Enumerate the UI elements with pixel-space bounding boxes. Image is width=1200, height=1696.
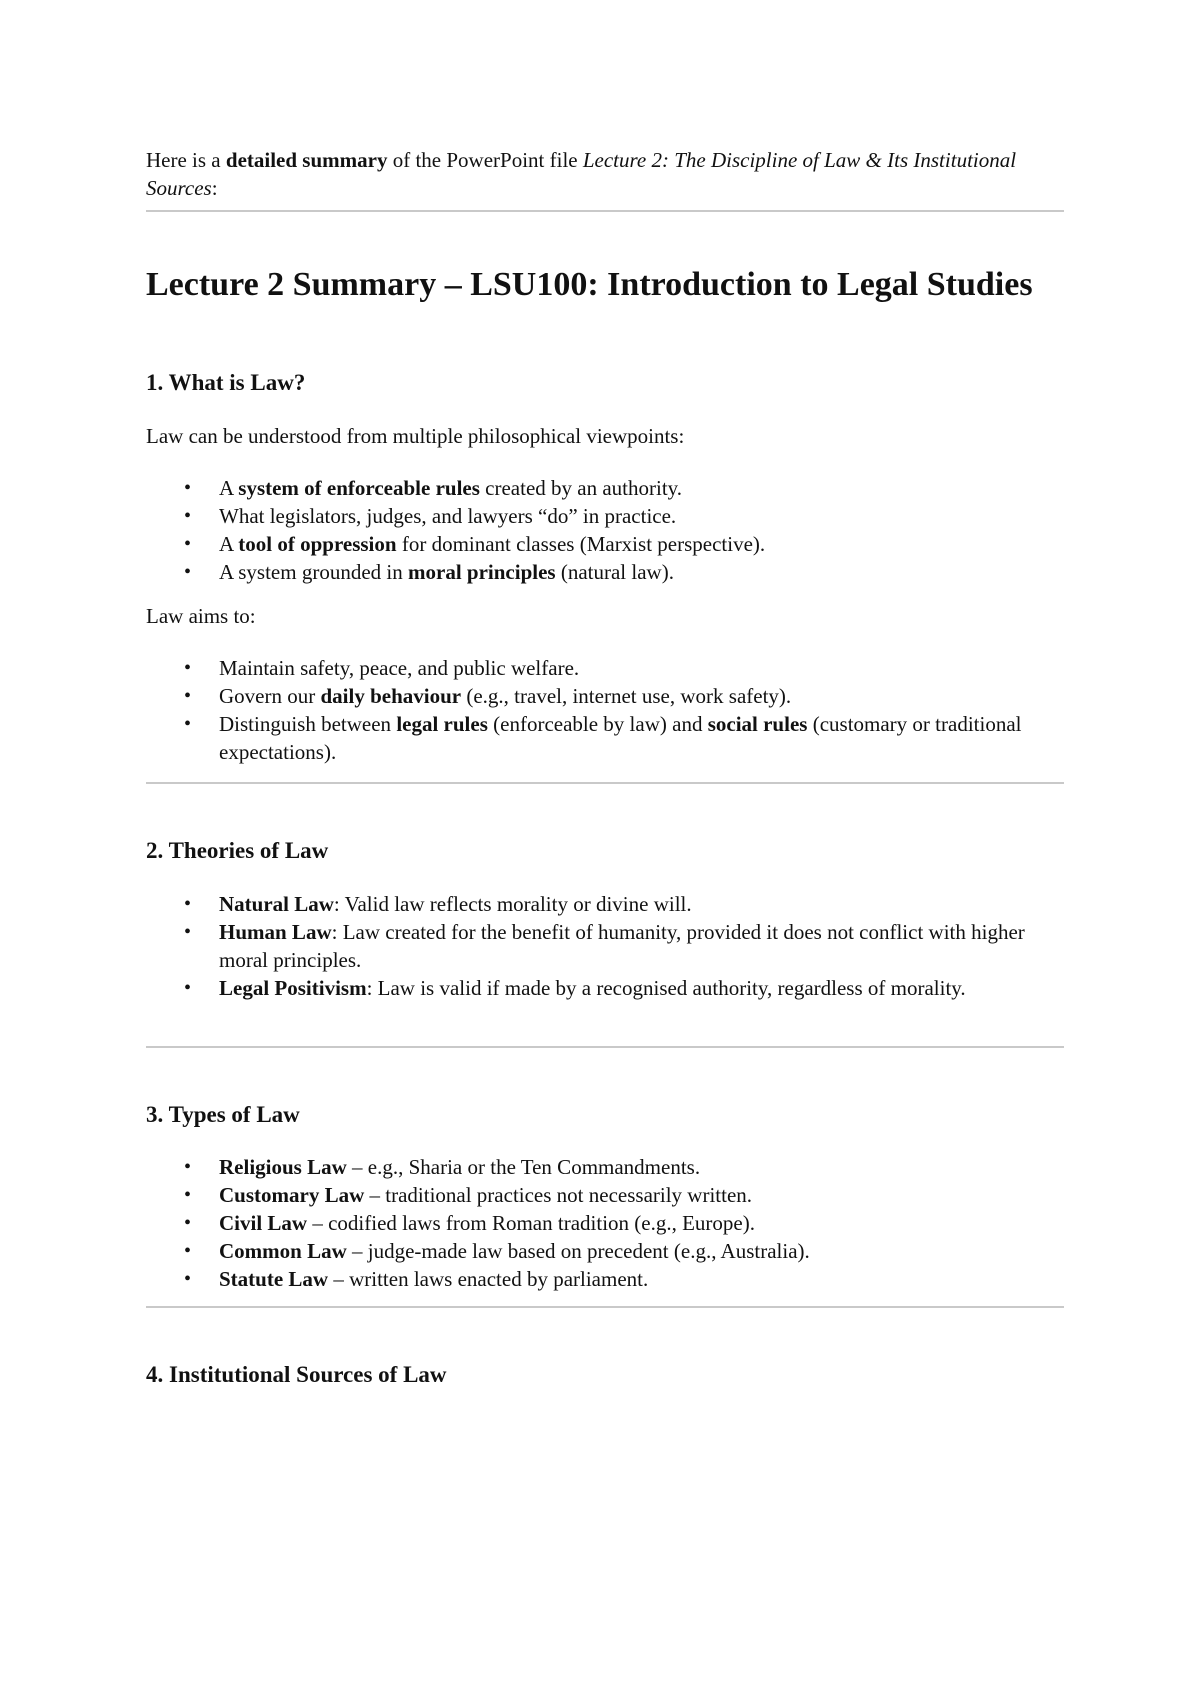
item-text: What legislators, judges, and lawyers “do” in practice. (219, 504, 677, 528)
item-text: (enforceable by law) and (487, 712, 708, 736)
list-item (146, 1265, 1064, 1293)
item-text: A system grounded in (219, 560, 408, 584)
bullet-glyph: • (184, 977, 192, 999)
list-item (146, 654, 1064, 682)
bullet-glyph: • (184, 533, 192, 555)
item-text: Govern our (219, 684, 321, 708)
list-item (146, 1237, 1064, 1265)
list-item (146, 1209, 1064, 1237)
item-text: Distinguish between (219, 712, 397, 736)
item-text: : Law is valid if made by a recognised authority, regardless of morality. (366, 976, 966, 1000)
item-bold: tool of oppression (238, 532, 397, 556)
item-bold: system of enforceable rules (238, 476, 480, 500)
item-text: (natural law). (555, 560, 674, 584)
bullet-list (146, 474, 1064, 586)
list-item (146, 918, 1064, 974)
item-bold: Legal Positivism (219, 976, 367, 1000)
intro-text: : (211, 176, 218, 200)
list-item (146, 530, 1064, 558)
list-item (146, 974, 1064, 1002)
item-text: : Law created for the benefit of humanity, provided it does not conflict with higher moral principles. (219, 920, 1025, 972)
list-item (146, 1181, 1064, 1209)
divider (146, 1306, 1064, 1308)
item-bold: social rules (707, 712, 808, 736)
list-item (146, 474, 1064, 502)
intro-text: of the PowerPoint file (387, 148, 583, 172)
bullet-glyph: • (184, 893, 192, 915)
item-text: (customary or traditional expectations). (219, 712, 1022, 764)
list-item (146, 1153, 1064, 1181)
item-text: : Valid law reflects morality or divine will. (333, 892, 692, 916)
divider (146, 210, 1064, 212)
list-item (146, 710, 1064, 766)
bullet-glyph: • (184, 1212, 192, 1234)
item-bold: Natural Law (219, 892, 334, 916)
document-title: Lecture 2 Summary – LSU100: Introduction to Legal Studies (146, 266, 1033, 303)
item-text: – written laws enacted by parliament. (328, 1267, 649, 1291)
intro-italic-filename: Lecture 2: The Discipline of Law & Its Institutional Sources (146, 148, 1017, 200)
item-bold: daily behaviour (320, 684, 462, 708)
intro-bold: detailed summary (225, 148, 388, 172)
divider (146, 1046, 1064, 1048)
bullet-glyph: • (184, 685, 192, 707)
item-bold: Customary Law (219, 1183, 365, 1207)
section-lead: Law can be understood from multiple philosophical viewpoints: (146, 424, 685, 448)
bullet-glyph: • (184, 561, 192, 583)
section-heading-institutional-sources: 4. Institutional Sources of Law (146, 1362, 447, 1387)
intro-text: Here is a (146, 148, 226, 172)
bullet-glyph: • (184, 713, 192, 735)
list-item (146, 558, 1064, 586)
section-heading-types-of-law: 3. Types of Law (146, 1102, 300, 1127)
bullet-glyph: • (184, 1268, 192, 1290)
item-text: for dominant classes (Marxist perspective). (396, 532, 766, 556)
bullet-glyph: • (184, 921, 192, 943)
list-item (146, 502, 1064, 530)
item-text: A (219, 532, 239, 556)
item-text: Maintain safety, peace, and public welfare. (219, 656, 580, 680)
list-item (146, 682, 1064, 710)
item-text: – codified laws from Roman tradition (e.g., Europe). (307, 1211, 755, 1235)
item-bold: Statute Law (219, 1267, 329, 1291)
item-text: – e.g., Sharia or the Ten Commandments. (346, 1155, 701, 1179)
bullet-glyph: • (184, 657, 192, 679)
item-bold: Common Law (219, 1239, 347, 1263)
section-heading-theories-of-law: 2. Theories of Law (146, 838, 329, 863)
item-text: – traditional practices not necessarily written. (364, 1183, 753, 1207)
bullet-glyph: • (184, 1240, 192, 1262)
item-text: created by an authority. (479, 476, 683, 500)
divider (146, 782, 1064, 784)
bullet-list (146, 654, 1064, 766)
bullet-glyph: • (184, 1156, 192, 1178)
item-text: A (219, 476, 239, 500)
bullet-list (146, 1153, 1064, 1293)
bullet-list (146, 890, 1064, 1002)
item-bold: legal rules (396, 712, 488, 736)
item-bold: Religious Law (219, 1155, 347, 1179)
item-text: – judge-made law based on precedent (e.g., Australia). (346, 1239, 810, 1263)
item-text: (e.g., travel, internet use, work safety). (461, 684, 792, 708)
bullet-glyph: • (184, 505, 192, 527)
item-bold: Civil Law (219, 1211, 308, 1235)
section-lead: Law aims to: (146, 604, 256, 628)
item-bold: Human Law (219, 920, 332, 944)
list-item (146, 890, 1064, 918)
bullet-glyph: • (184, 477, 192, 499)
intro-paragraph (146, 146, 1064, 202)
bullet-glyph: • (184, 1184, 192, 1206)
item-bold: moral principles (408, 560, 556, 584)
section-heading-what-is-law: 1. What is Law? (146, 370, 306, 395)
